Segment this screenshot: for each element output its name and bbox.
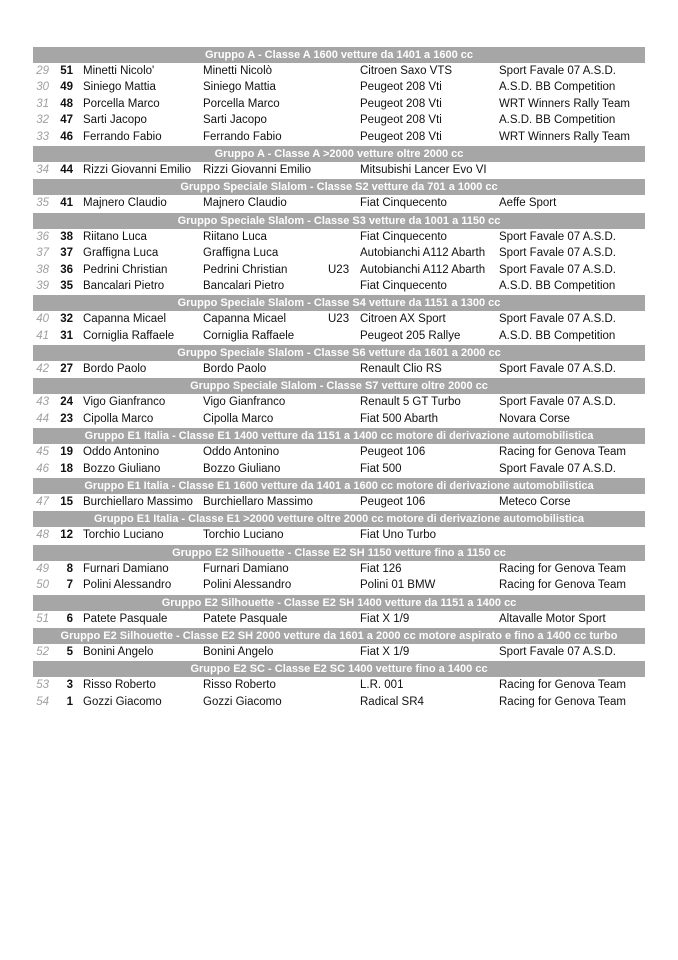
table-row: [33, 495, 645, 511]
driver-name-repeat: Bordo Paolo: [203, 363, 267, 376]
car-model: Fiat 500 Abarth: [360, 412, 438, 425]
race-number: 44: [60, 163, 73, 176]
driver-name-repeat: Bancalari Pietro: [203, 279, 285, 292]
position-number: 32: [36, 114, 49, 127]
driver-name-repeat: Vigo Gianfranco: [203, 396, 286, 409]
driver-name: Bancalari Pietro: [83, 279, 165, 292]
car-model: Peugeot 205 Rallye: [360, 329, 461, 342]
position-number: 44: [36, 412, 49, 425]
driver-name-repeat: Gozzi Giacomo: [203, 695, 282, 708]
table-row: [33, 645, 645, 661]
table-row: [33, 312, 645, 328]
table-row: [33, 279, 645, 295]
driver-name-repeat: Rizzi Giovanni Emilio: [203, 163, 312, 176]
class-header: Gruppo Speciale Slalom - Classe S7 vetture oltre 2000 cc: [33, 378, 645, 395]
car-model: Peugeot 106: [360, 446, 426, 459]
team-name: Racing for Genova Team: [499, 579, 626, 592]
position-number: 37: [36, 247, 49, 260]
driver-name: Risso Roberto: [83, 679, 156, 692]
class-header: Gruppo E1 Italia - Classe E1 >2000 vetture oltre 2000 cc motore di derivazione automobilistica: [33, 511, 645, 528]
team-name: Altavalle Motor Sport: [499, 612, 606, 625]
driver-name-repeat: Ferrando Fabio: [203, 130, 282, 143]
driver-name-repeat: Risso Roberto: [203, 679, 276, 692]
team-name: Aeffe Sport: [499, 197, 557, 210]
race-number: 27: [60, 363, 73, 376]
car-model: Fiat Cinquecento: [360, 279, 447, 292]
car-model: Mitsubishi Lancer Evo VI: [360, 163, 487, 176]
driver-name: Bozzo Giuliano: [83, 462, 161, 475]
position-number: 38: [36, 263, 49, 276]
driver-name: Patete Pasquale: [83, 612, 168, 625]
class-header: Gruppo E2 SC - Classe E2 SC 1400 vetture fino a 1400 cc: [33, 661, 645, 678]
car-model: Peugeot 208 Vti: [360, 130, 442, 143]
race-number: 5: [66, 645, 73, 658]
driver-name: Corniglia Raffaele: [83, 329, 175, 342]
car-model: Peugeot 208 Vti: [360, 114, 442, 127]
position-number: 41: [36, 329, 49, 342]
driver-name: Oddo Antonino: [83, 446, 160, 459]
team-name: A.S.D. BB Competition: [499, 81, 616, 94]
class-header: Gruppo Speciale Slalom - Classe S6 vetture da 1601 a 2000 cc: [33, 345, 645, 362]
table-row: [33, 230, 645, 246]
driver-name-repeat: Oddo Antonino: [203, 446, 280, 459]
position-number: 33: [36, 130, 49, 143]
driver-name-repeat: Patete Pasquale: [203, 612, 288, 625]
car-model: Fiat X 1/9: [360, 645, 410, 658]
position-number: 43: [36, 396, 49, 409]
race-number: 1: [66, 695, 73, 708]
driver-name-repeat: Cipolla Marco: [203, 412, 274, 425]
driver-name: Torchio Luciano: [83, 529, 164, 542]
race-number: 48: [60, 97, 73, 110]
driver-name: Polini Alessandro: [83, 579, 172, 592]
car-model: Peugeot 208 Vti: [360, 81, 442, 94]
table-row: [33, 97, 645, 113]
table-row: [33, 80, 645, 96]
position-number: 31: [36, 97, 49, 110]
car-model: Fiat Cinquecento: [360, 197, 447, 210]
race-number: 6: [66, 612, 73, 625]
position-number: 49: [36, 562, 49, 575]
driver-name: Riitano Luca: [83, 230, 147, 243]
table-row: [33, 612, 645, 628]
team-name: Sport Favale 07 A.S.D.: [499, 247, 616, 260]
driver-name-repeat: Siniego Mattia: [203, 81, 276, 94]
car-model: L.R. 001: [360, 679, 404, 692]
position-number: 47: [36, 496, 49, 509]
team-name: WRT Winners Rally Team: [499, 97, 631, 110]
position-number: 50: [36, 579, 49, 592]
driver-name: Cipolla Marco: [83, 412, 154, 425]
table-row: [33, 329, 645, 345]
driver-name: Burchiellaro Massimo: [83, 496, 193, 509]
race-number: 18: [60, 462, 73, 475]
team-name: WRT Winners Rally Team: [499, 130, 631, 143]
race-number: 12: [60, 529, 73, 542]
race-number: 38: [60, 230, 73, 243]
race-number: 47: [60, 114, 73, 127]
team-name: Racing for Genova Team: [499, 446, 626, 459]
driver-name: Bonini Angelo: [83, 645, 154, 658]
u23-tag: U23: [328, 263, 350, 276]
class-header: Gruppo E1 Italia - Classe E1 1600 vetture da 1401 a 1600 cc motore di derivazione automobilistica: [33, 478, 645, 495]
table-row: [33, 163, 645, 179]
car-model: Polini 01 BMW: [360, 579, 436, 592]
driver-name: Pedrini Christian: [83, 263, 168, 276]
team-name: Sport Favale 07 A.S.D.: [499, 230, 616, 243]
race-number: 8: [66, 562, 73, 575]
position-number: 54: [36, 695, 49, 708]
position-number: 53: [36, 679, 49, 692]
race-number: 46: [60, 130, 73, 143]
team-name: Sport Favale 07 A.S.D.: [499, 462, 616, 475]
driver-name: Minetti Nicolo': [83, 65, 155, 77]
driver-name: Siniego Mattia: [83, 81, 156, 94]
driver-name-repeat: Porcella Marco: [203, 97, 280, 110]
table-row: [33, 578, 645, 594]
team-name: Sport Favale 07 A.S.D.: [499, 363, 616, 376]
car-model: Peugeot 208 Vti: [360, 97, 442, 110]
position-number: 29: [36, 65, 49, 77]
race-number: 36: [60, 263, 73, 276]
table-row: [33, 395, 645, 411]
table-row: [33, 246, 645, 262]
car-model: Renault Clio RS: [360, 363, 442, 376]
position-number: 39: [36, 279, 49, 292]
car-model: Fiat Uno Turbo: [360, 529, 437, 542]
car-model: Renault 5 GT Turbo: [360, 396, 461, 409]
car-model: Citroen AX Sport: [360, 313, 446, 326]
race-number: 7: [66, 579, 73, 592]
class-header: Gruppo E2 Silhouette - Classe E2 SH 1400 vetture da 1151 a 1400 cc: [33, 595, 645, 612]
table-row: [33, 113, 645, 129]
driver-name-repeat: Furnari Damiano: [203, 562, 289, 575]
driver-name-repeat: Capanna Micael: [203, 313, 287, 326]
car-model: Fiat 500: [360, 462, 402, 475]
table-row: [33, 130, 645, 146]
team-name: Sport Favale 07 A.S.D.: [499, 645, 616, 658]
car-model: Fiat 126: [360, 562, 402, 575]
car-model: Autobianchi A112 Abarth: [360, 263, 486, 276]
u23-tag: U23: [328, 313, 350, 326]
driver-name: Bordo Paolo: [83, 363, 147, 376]
driver-name-repeat: Sarti Jacopo: [203, 114, 267, 127]
driver-name: Ferrando Fabio: [83, 130, 162, 143]
driver-name: Capanna Micael: [83, 313, 167, 326]
team-name: Racing for Genova Team: [499, 695, 626, 708]
class-header: Gruppo E2 Silhouette - Classe E2 SH 1150 vetture fino a 1150 cc: [33, 545, 645, 562]
car-model: Peugeot 106: [360, 496, 426, 509]
driver-name-repeat: Burchiellaro Massimo: [203, 496, 313, 509]
team-name: Sport Favale 07 A.S.D.: [499, 263, 616, 276]
class-header: Gruppo Speciale Slalom - Classe S2 vetture da 701 a 1000 cc: [33, 179, 645, 196]
table-row: [33, 412, 645, 428]
table-row: [33, 445, 645, 461]
driver-name: Majnero Claudio: [83, 197, 167, 210]
race-number: 37: [60, 247, 73, 260]
table-row: [33, 528, 645, 544]
driver-name-repeat: Corniglia Raffaele: [203, 329, 295, 342]
position-number: 45: [36, 446, 49, 459]
class-header: Gruppo Speciale Slalom - Classe S4 vetture da 1151 a 1300 cc: [33, 295, 645, 312]
race-number: 3: [66, 679, 73, 692]
table-row: [33, 462, 645, 478]
team-name: Racing for Genova Team: [499, 679, 626, 692]
position-number: 42: [36, 363, 49, 376]
driver-name: Vigo Gianfranco: [83, 396, 166, 409]
class-header: Gruppo E2 Silhouette - Classe E2 SH 2000 vetture da 1601 a 2000 cc motore aspirato e fino a 1400 cc turbo: [33, 628, 645, 645]
position-number: 30: [36, 81, 49, 94]
table-row: [33, 362, 645, 378]
driver-name-repeat: Pedrini Christian: [203, 263, 288, 276]
position-number: 51: [36, 612, 49, 625]
table-row: [33, 263, 645, 279]
car-model: Fiat Cinquecento: [360, 230, 447, 243]
driver-name: Rizzi Giovanni Emilio: [83, 163, 192, 176]
entry-list-table: [33, 47, 645, 711]
team-name: A.S.D. BB Competition: [499, 279, 616, 292]
car-model: Citroen Saxo VTS: [360, 65, 453, 77]
team-name: Novara Corse: [499, 412, 570, 425]
position-number: 36: [36, 230, 49, 243]
position-number: 35: [36, 197, 49, 210]
table-row: [33, 562, 645, 578]
race-number: 31: [60, 329, 73, 342]
table-row: [33, 695, 645, 711]
table-row: [33, 196, 645, 212]
team-name: Sport Favale 07 A.S.D.: [499, 396, 616, 409]
position-number: 52: [36, 645, 49, 658]
team-name: Racing for Genova Team: [499, 562, 626, 575]
driver-name-repeat: Riitano Luca: [203, 230, 267, 243]
table-row: [33, 678, 645, 694]
driver-name-repeat: Minetti Nicolò: [203, 65, 273, 77]
position-number: 40: [36, 313, 49, 326]
driver-name: Sarti Jacopo: [83, 114, 147, 127]
team-name: A.S.D. BB Competition: [499, 329, 616, 342]
class-header: Gruppo E1 Italia - Classe E1 1400 vetture da 1151 a 1400 cc motore di derivazione automobilistica: [33, 428, 645, 445]
position-number: 48: [36, 529, 49, 542]
race-number: 19: [60, 446, 73, 459]
driver-name-repeat: Majnero Claudio: [203, 197, 287, 210]
race-number: 23: [60, 412, 73, 425]
race-number: 41: [60, 197, 73, 210]
driver-name: Gozzi Giacomo: [83, 695, 162, 708]
driver-name-repeat: Polini Alessandro: [203, 579, 292, 592]
team-name: Meteco Corse: [499, 496, 571, 509]
car-model: Fiat X 1/9: [360, 612, 410, 625]
race-number: 49: [60, 81, 73, 94]
driver-name: Graffigna Luca: [83, 247, 159, 260]
race-number: 32: [60, 313, 73, 326]
race-number: 15: [60, 496, 73, 509]
position-number: 34: [36, 163, 49, 176]
car-model: Radical SR4: [360, 695, 424, 708]
class-header: Gruppo Speciale Slalom - Classe S3 vetture da 1001 a 1150 cc: [33, 213, 645, 230]
position-number: 46: [36, 462, 49, 475]
driver-name-repeat: Torchio Luciano: [203, 529, 284, 542]
class-header: Gruppo A - Classe A 1600 vetture da 1401 a 1600 cc: [33, 47, 645, 64]
race-number: 24: [60, 396, 73, 409]
driver-name-repeat: Bozzo Giuliano: [203, 462, 281, 475]
driver-name-repeat: Graffigna Luca: [203, 247, 279, 260]
driver-name: Furnari Damiano: [83, 562, 169, 575]
team-name: Sport Favale 07 A.S.D.: [499, 65, 616, 77]
class-header: Gruppo A - Classe A >2000 vetture oltre 2000 cc: [33, 146, 645, 163]
team-name: A.S.D. BB Competition: [499, 114, 616, 127]
race-number: 51: [60, 65, 73, 77]
table-row: [33, 64, 645, 80]
car-model: Autobianchi A112 Abarth: [360, 247, 486, 260]
driver-name: Porcella Marco: [83, 97, 160, 110]
race-number: 35: [60, 279, 73, 292]
team-name: Sport Favale 07 A.S.D.: [499, 313, 616, 326]
driver-name-repeat: Bonini Angelo: [203, 645, 274, 658]
